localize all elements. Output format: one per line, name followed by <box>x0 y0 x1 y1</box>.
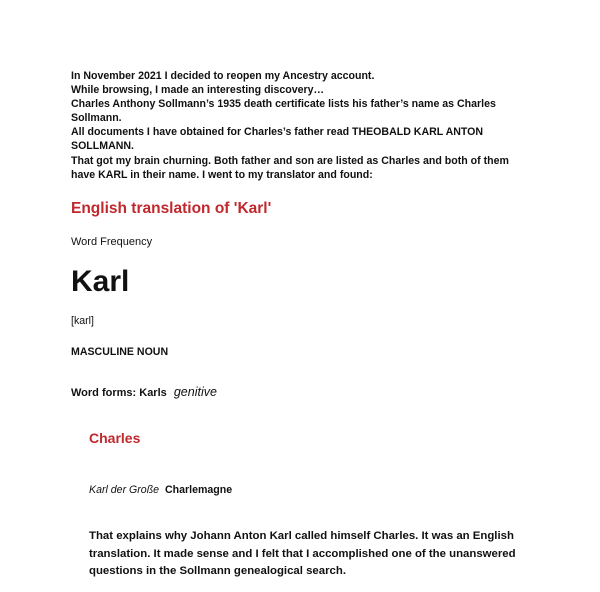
usage-example <box>89 484 232 496</box>
intro-paragraph <box>71 69 541 182</box>
word-frequency-label: Word Frequency <box>71 236 153 248</box>
intro-line: Charles Anthony Sollmann’s 1935 death certificate lists his father’s name as Charles <box>71 98 496 111</box>
conclusion-line: translation. It made sense and I felt that I accomplished one of the unanswered <box>89 547 516 560</box>
conclusion-line: That explains why Johann Anton Karl called himself Charles. It was an English <box>89 530 514 542</box>
example-target: Charlemagne <box>165 484 233 496</box>
word-forms <box>71 385 217 399</box>
translation-heading: English translation of 'Karl' <box>71 200 272 217</box>
intro-line: All documents I have obtained for Charles’s father read THEOBALD KARL ANTON <box>71 126 484 139</box>
intro-line: Sollmann. <box>71 112 122 125</box>
conclusion-paragraph <box>89 528 539 581</box>
headword: Karl <box>71 265 130 298</box>
intro-line: In November 2021 I decided to reopen my Ancestry account. <box>71 70 375 82</box>
intro-line: have KARL in their name. I went to my translator and found: <box>71 168 373 181</box>
intro-line: That got my brain churning. Both father and son are listed as Charles and both of them <box>71 154 509 167</box>
sense-translation: Charles <box>89 430 141 446</box>
word-forms-value: Karls <box>139 387 167 399</box>
conclusion-line: questions in the Sollmann genealogical search. <box>89 565 346 577</box>
example-source: Karl der Große <box>89 484 160 496</box>
pronunciation: [karl] <box>71 315 94 327</box>
word-forms-tag: genitive <box>173 385 217 399</box>
intro-line: SOLLMANN. <box>71 140 134 153</box>
word-forms-label: Word forms: <box>71 387 137 399</box>
intro-line: While browsing, I made an interesting discovery… <box>71 84 325 97</box>
part-of-speech: MASCULINE NOUN <box>71 346 169 358</box>
